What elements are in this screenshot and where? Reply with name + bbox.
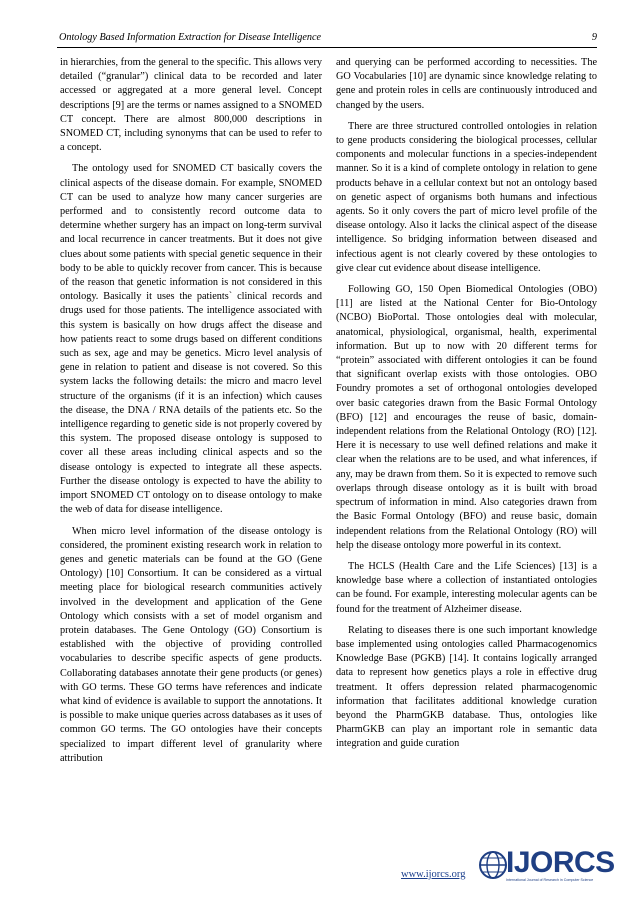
paragraph: When micro level information of the disease ontology is considered, the prominent existing research work in relation to genes and genetic materials can be found at the GO (Gene Ontology) [10] Consortium. It can be considered as a virtual meeting place for biological research communities actively involved in the development and application of the Gene Ontology which consists with a set of model organism and protein databases. The Gene Ontology (GO) Consortium is established with the objective of providing controlled vocabularies to describe specific aspects of gene products. Collaborating databases annotate their gene products (or genes) with GO terms. These GO terms have references and indicate what kind of evidence is available to support the annotations. It is possible to make unique queries across databases as it uses of common GO terms. The GO ontologies have their concepts specialized to impart different level of granularity where attribution	[60, 525, 322, 764]
left-column	[60, 56, 322, 773]
paragraph: Relating to diseases there is one such important knowledge base implemented using ontologies called Pharmacogenomics Knowledge Base (PGKB) [14]. It contains logically arranged data to represent how genetics plays a role in effective drug treatment. It offers depression related pharmacogenomic information that facilitates additional knowledge curation beyond the PharmGKB database. Thus, ontologies like PharmGKB can play an important role in semantic data integration and guide curation	[336, 624, 597, 750]
paragraph: The ontology used for SNOMED CT basically covers the clinical aspects of the disease domain. For example, SNOMED CT can be used to analyze how many cancer surgeries are performed and to consistently record outcome data to determine whether surgery has an impact on long-term survival and local recurrence in cancer treatments. But it does not give clues about some patients with special genetic sequence in their body to be able to quickly recover from cancer. This is because of the reason that genetic information is not considered in this ontology. Basically it uses the patients` clinical records and drugs used for those patients. The intelligence associated with this system is basically on how drugs affect the disease and how patients react to some drugs based on different conditions such as sex, age and may be genetics. Micro level analysis of gene in relation to patient and disease is not covered. So this system lacks the following details: the micro and macro level structure of the organisms (if it is an infection) which causes the disease, the DNA / RNA details of the patients etc. So the intelligence regarding to genetic side is not properly covered by this system. The proposed disease ontology is supposed to cover all these areas including clinical aspects and so the disease ontology is expected to integrate all these aspects. Further the disease ontology is expected to have the ability to import SNOMED CT ontology on to disease ontology to make the web of data for disease intelligence.	[60, 163, 322, 516]
running-header	[57, 31, 597, 48]
paragraph: in hierarchies, from the general to the specific. This allows very detailed (“granular”) clinical data to be recorded and later accessed or aggregated at a more general level. Concept descriptions [9] are the terms or names assigned to a SNOMED CT concept. There are almost 800,000 descriptions in SNOMED CT, including synonyms that can be used to refer to a concept.	[60, 57, 322, 154]
journal-running-title: Ontology Based Information Extraction for Disease Intelligence	[59, 32, 321, 43]
right-column	[336, 56, 597, 759]
paragraph: Following GO, 150 Open Biomedical Ontologies (OBO) [11] are listed at the National Center for Bio-Ontology (NCBO) BioPortal. Those ontologies deal with molecular, anatomical, physiological, organismal, health, experimental information. But up to now with 20 different terms for “protein” associated with different ontologies it can be found that significant overlap exists with those ontologies. OBO Foundry promotes a set of orthogonal ontologies developed over basic categories drawn from the Basic Formal Ontology (BFO) [12] and encourages the reuse of basic, domain-independent relations from the Relational Ontology (RO) [12]. Here it is necessary to use well defined relations and make it clear when the relations are to be used, and what inferences, if any, may be drawn from them. So it is expected to remove such overlaps through disease ontology as it is built with broad spectrum of information in mind. Also categories drawn from the Basic Formal Ontology (BFO) and reuse basic, domain independent relations from the Relational Ontology (RO) will help the disease ontology more powerful in its context.	[336, 284, 597, 551]
paragraph: The HCLS (Health Care and the Life Sciences) [13] is a knowledge base where a collection of instantiated ontologies can be found. For example, interesting molecular agents can be found for the treatment of Alzheimer disease.	[336, 560, 597, 615]
logo-wordmark: IJORCS	[506, 846, 615, 879]
journal-logo	[478, 846, 615, 890]
globe-icon	[478, 850, 508, 880]
paragraph: There are three structured controlled ontologies in relation to gene products considering the biological processes, cellular components and molecular functions in a species-independent manner. So it is a kind of complete ontology in relation to gene products behave in a cellular context but not an ontology based on genetic aspect of organisms both humans and infectious agents. So it only covers the part of micro level profile of the disease ontology. Also it lacks the clinical aspect of the disease intelligence. So bridging information between diseased and infectious agent is not clearly covered by these ontologies to give clear cut evidence about disease intelligence.	[336, 120, 597, 274]
logo-subtitle: International Journal of Research in Computer Science	[506, 878, 594, 882]
journal-url-link[interactable]: www.ijorcs.org	[401, 869, 466, 880]
page-number: 9	[591, 32, 597, 43]
paragraph: and querying can be performed according to necessities. The GO Vocabularies [10] are dynamic since knowledge relating to gene and protein roles in cells are continuously introduced and changed by the users.	[336, 57, 597, 111]
